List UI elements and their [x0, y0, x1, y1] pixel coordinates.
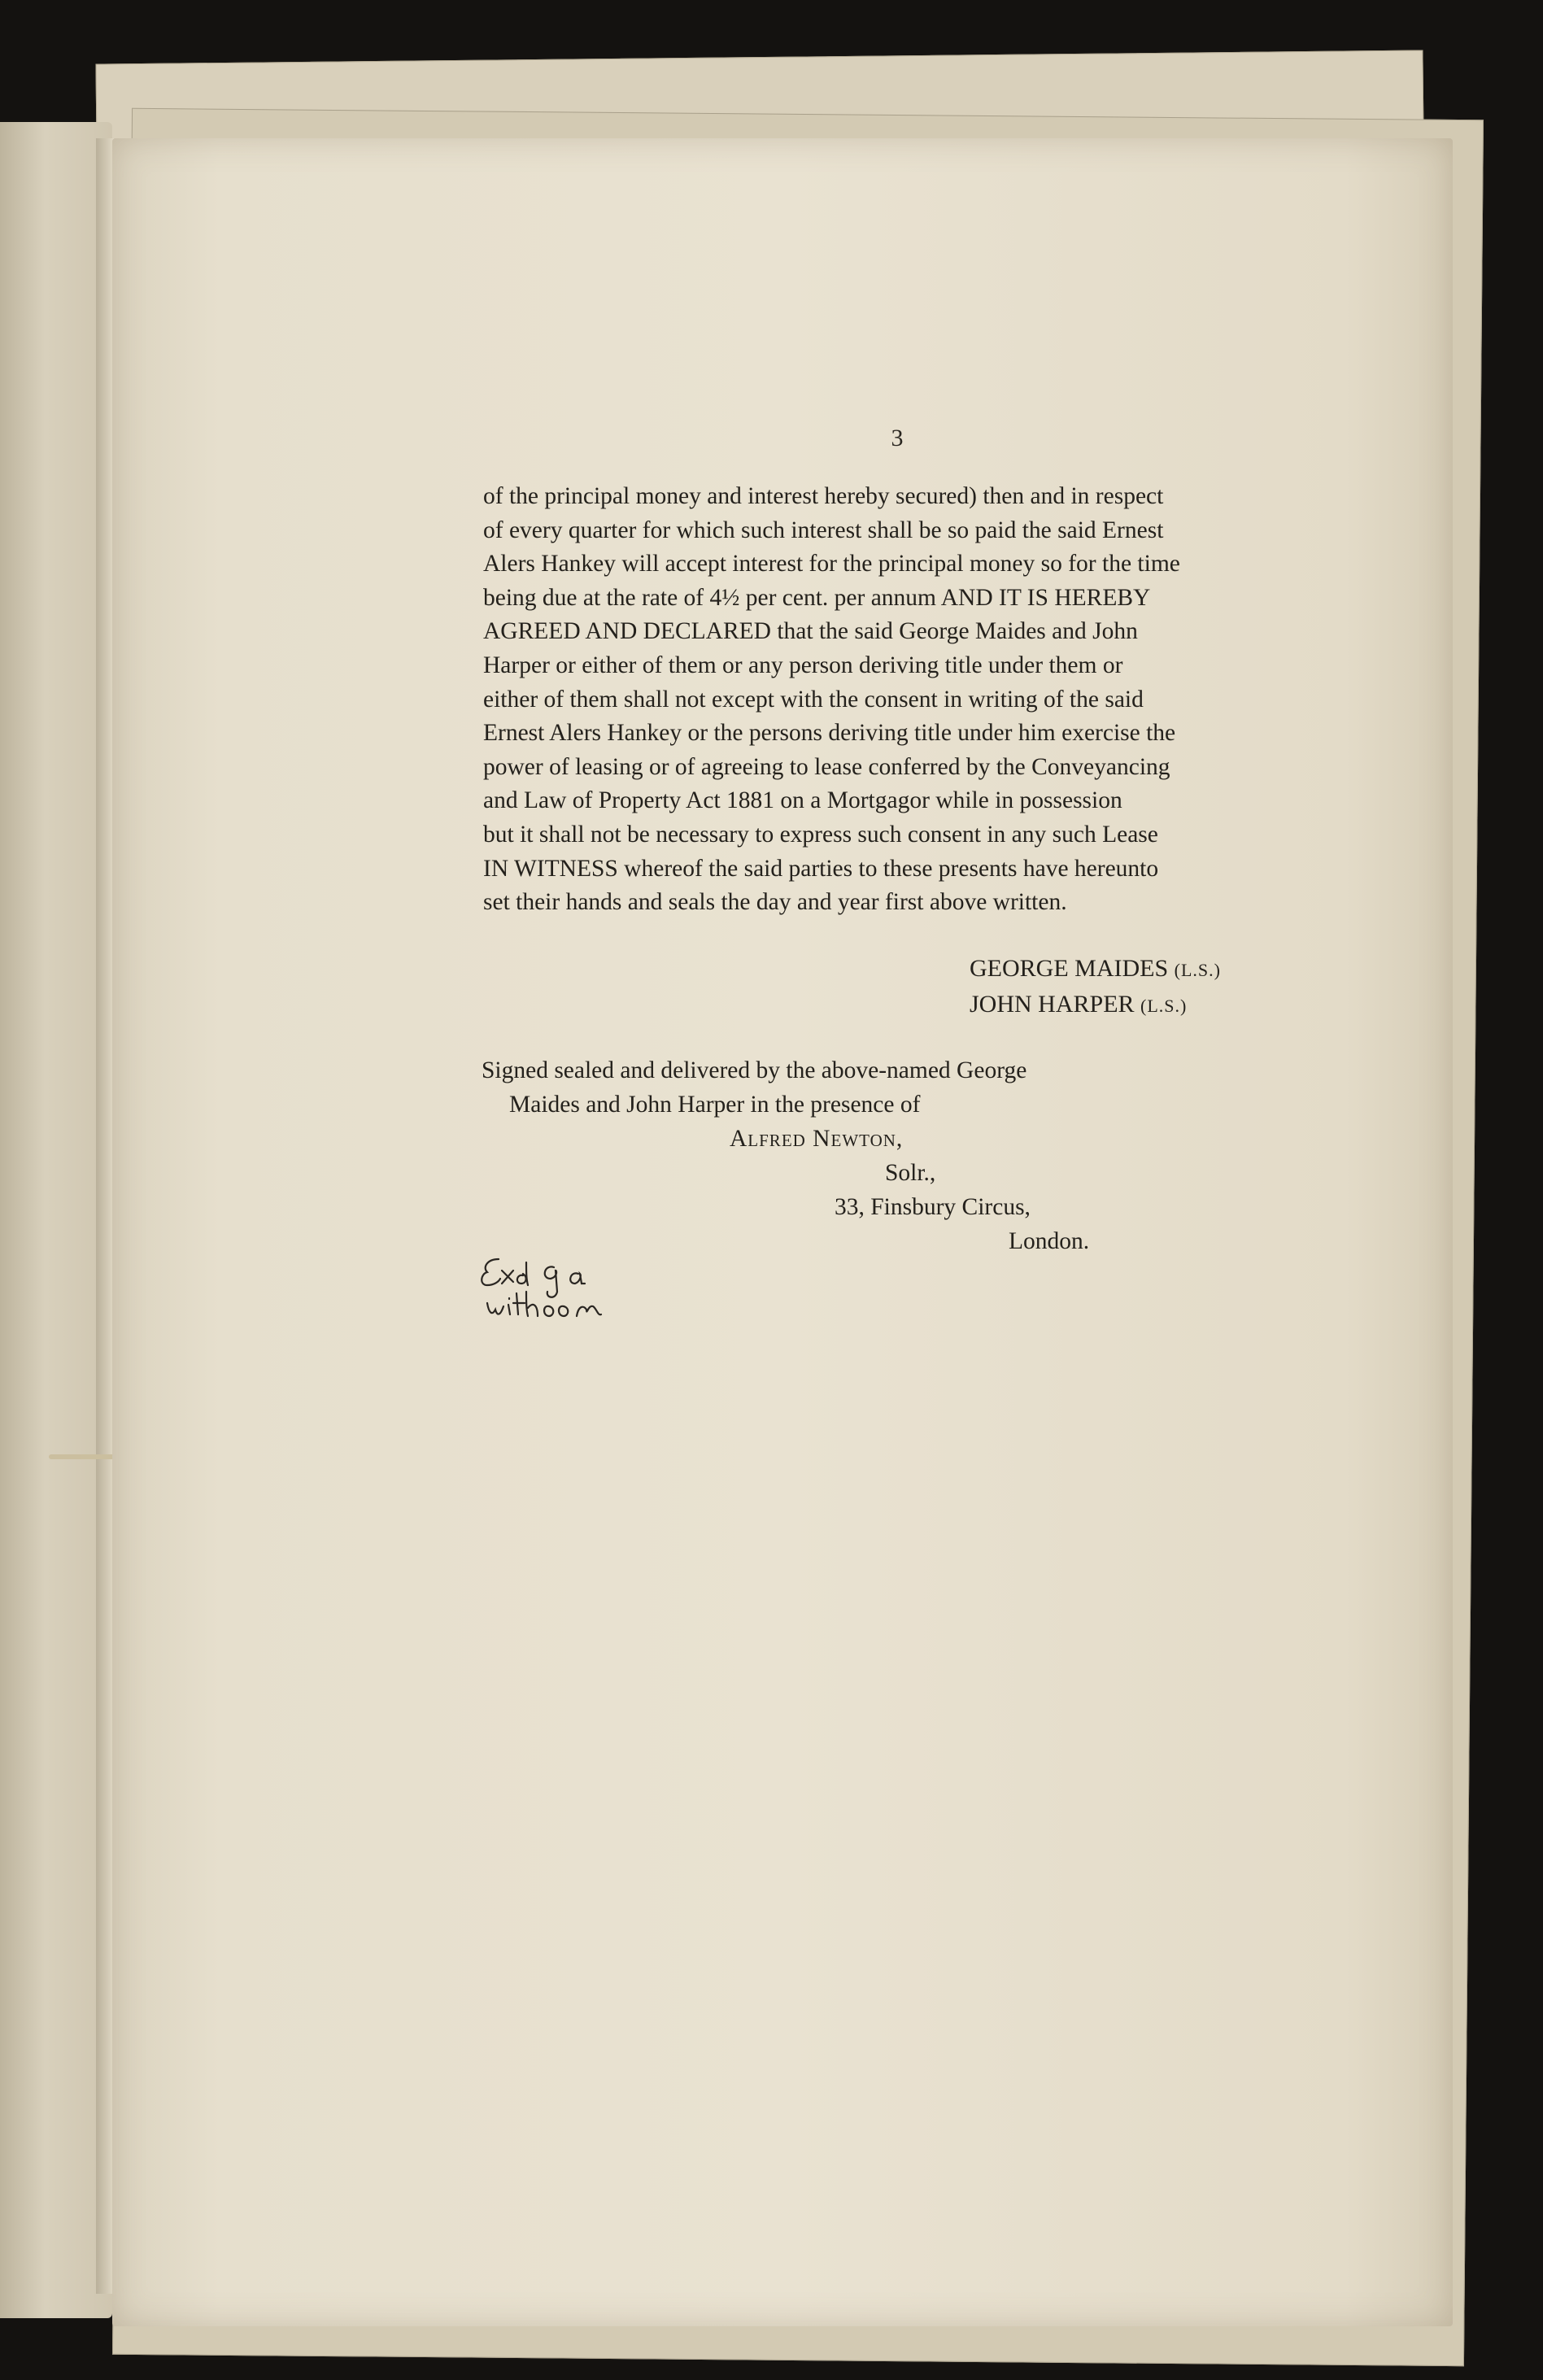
signature-line	[970, 987, 1221, 1023]
handwriting-image	[476, 1253, 647, 1334]
signatory-name: JOHN HARPER	[970, 991, 1135, 1018]
body-line: set their hands and seals the day and year first above written.	[483, 889, 1067, 916]
page-number: 3	[891, 425, 904, 451]
body-line: Harper or either of them or any person deriving title under them or	[483, 652, 1123, 678]
seal-mark: (L.S.)	[1140, 996, 1188, 1016]
witness-city: London.	[1009, 1228, 1090, 1254]
witness-title: Solr.,	[885, 1160, 936, 1186]
attestation-line: Signed sealed and delivered by the above-named George	[482, 1057, 1027, 1083]
body-line: of every quarter for which such interest shall be so paid the said Ernest	[483, 517, 1164, 543]
body-line: Ernest Alers Hankey or the persons deriving title under him exercise the	[483, 720, 1176, 747]
signatory-name: GEORGE MAIDES	[970, 955, 1169, 982]
body-line: of the principal money and interest hereby secured) then and in respect	[483, 483, 1164, 509]
signature-block	[970, 952, 1221, 1023]
signature-line	[970, 952, 1221, 987]
body-line: AGREED AND DECLARED that the said George Maides and John	[483, 618, 1138, 645]
witness-name: Alfred Newton,	[730, 1126, 904, 1152]
body-line: but it shall not be necessary to express such consent in any such Lease	[483, 821, 1158, 848]
attestation-line: Maides and John Harper in the presence of	[509, 1092, 921, 1118]
binding-edge	[96, 138, 114, 2294]
witness-address: 33, Finsbury Circus,	[835, 1194, 1031, 1220]
body-line: either of them shall not except with the consent in writing of the said	[483, 686, 1144, 713]
deed-body-text	[483, 480, 1305, 920]
body-line: Alers Hankey will accept interest for the principal money so for the time	[483, 551, 1180, 578]
body-line: IN WITNESS whereof the said parties to these presents have hereunto	[483, 855, 1159, 882]
attestation-clause	[482, 1053, 1089, 1258]
body-line: and Law of Property Act 1881 on a Mortgagor while in possession	[483, 787, 1122, 814]
seal-mark: (L.S.)	[1174, 960, 1221, 980]
body-line: being due at the rate of 4½ per cent. per annum AND IT IS HEREBY	[483, 584, 1151, 611]
handwritten-note	[476, 1253, 647, 1338]
body-line: power of leasing or of agreeing to lease conferred by the Conveyancing	[483, 753, 1170, 780]
